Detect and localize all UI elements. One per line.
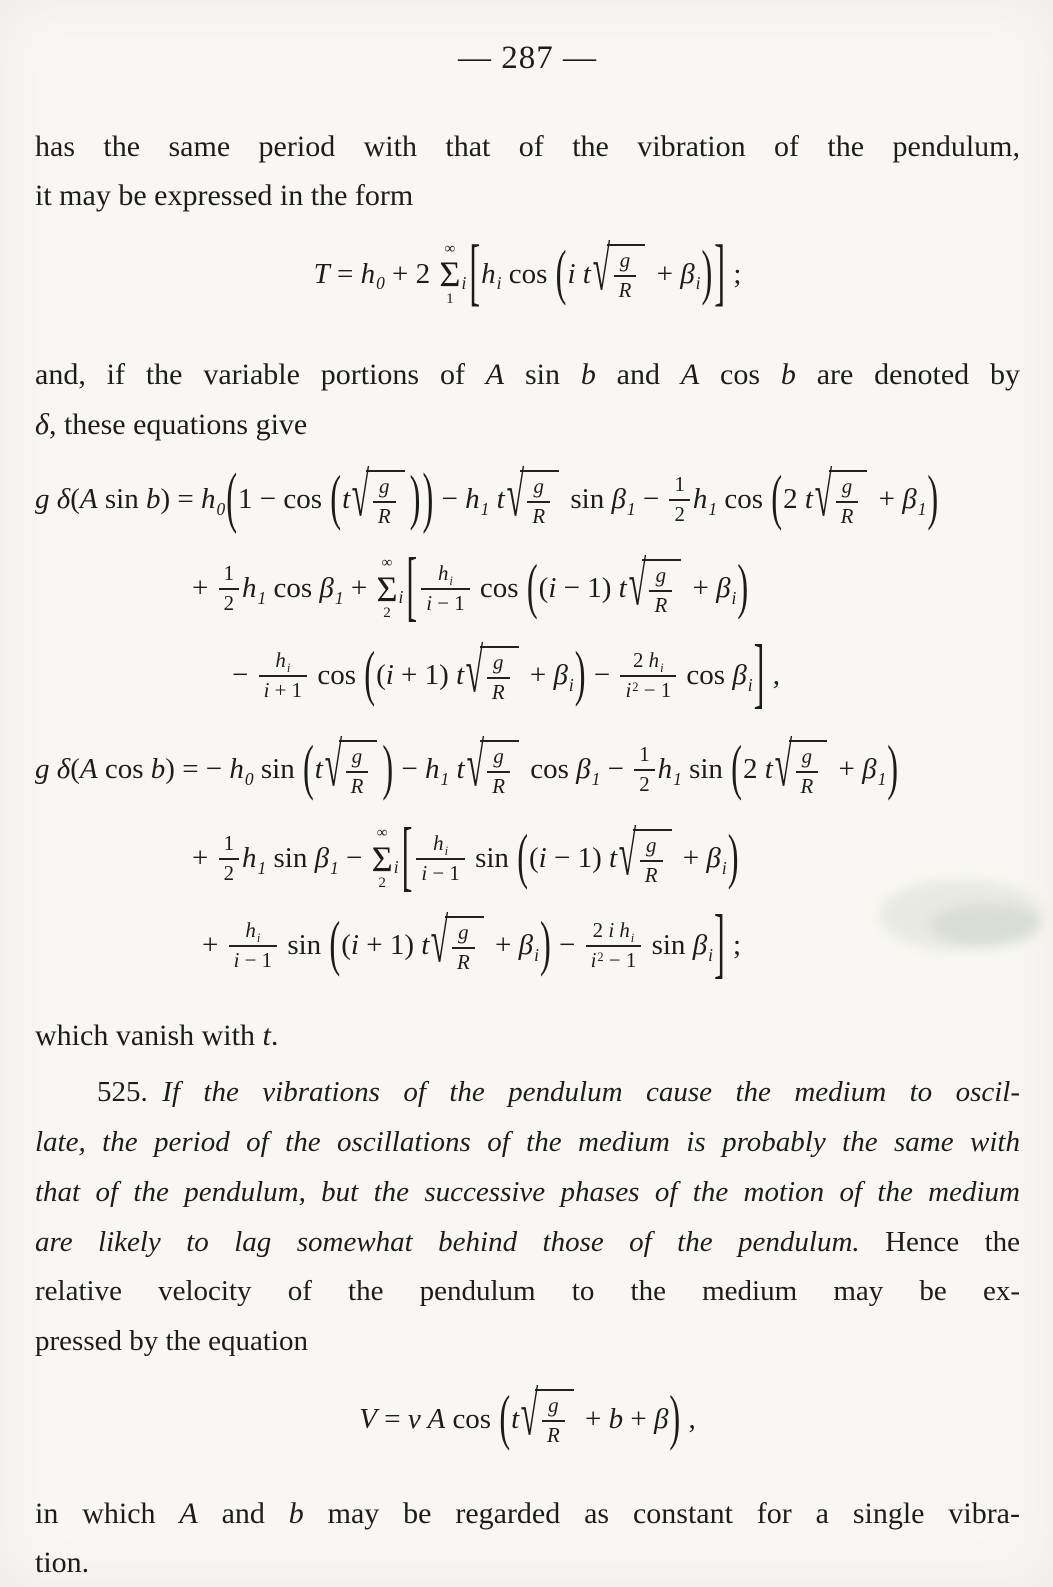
paragraph-in-which: in which A and b may be regarded as constant for a single vibra- tion.: [35, 1497, 1020, 1580]
equation-g-delta-a-cos-b-line-1: g δ ( A cos b ) = − h 0 sin ( t √ $\frac{g}{R}$ ) − h 1 t √ $\frac{g}{R}$ cos β 1 − $\frac{1}{2}$ h 1 sin ( 2 t √ $\frac{g}{R}$ + β 1 ): [35, 730, 899, 803]
paragraph-variable-portions: and, if the variable portions of A sin b and A cos b are denoted by δ, these equations give: [35, 358, 1020, 441]
equation-g-delta-a-sin-b-line-3: − $\frac{h_i}{i + 1}$ cos ( ( i + 1) t √ $\frac{g}{R}$ + β i ) − $\frac{2 h_i}{i^2 - 1}$ cos β i ] ,: [232, 631, 780, 718]
equation-g-delta-a-cos-b: [35, 725, 1020, 989]
equation-g-delta-a-cos-b-line-2: + $\frac{1}{2}$ h 1 sin β 1 − ∞ Σ 2 i [ $\frac{h_i}{i - 1}$ sin ( ( i − 1) t √ $\frac{g}{R}$ + β i ): [192, 814, 739, 901]
equation-g-delta-a-sin-b: [35, 455, 1020, 719]
page-number: — 287 —: [458, 40, 597, 76]
equation-g-delta-a-sin-b-line-1: g δ ( A sin b ) = h 0 ( 1 − cos ( t √ $\frac{g}{R}$ ) ) − h 1 t √ $\frac{g}{R}$ sin β 1 − $\frac{1}{2}$ h 1 cos ( 2 t √ $\frac{g}{R}$ + β 1 ): [35, 460, 939, 537]
equation-relative-velocity: V = v A cos ( t √ $\frac{g}{R}$ + b + β ) ,: [359, 1380, 696, 1453]
paragraph-intro: has the same period with that of the vibration of the pendulum, it may be expressed in the form: [35, 130, 1020, 213]
paragraph-525: 525. If the vibrations of the pendulum cause the medium to oscil- late, the period of the oscillations of the medium is probably the same with that of the pendulum, but the successive phases of the motion of the medium are likely to lag somewhat behind those of the pendulum. Hence the relative velocity of the pendulum to the medium may be ex- pressed by the equation: [35, 1075, 1020, 1358]
equation-g-delta-a-sin-b-line-2: + $\frac{1}{2}$ h 1 cos β 1 + ∞ Σ 2 i [ $\frac{h_i}{i - 1}$ cos ( ( i − 1) t √ $\frac{g}{R}$ + β i ): [192, 544, 749, 631]
equation-periodic-series: T = h 0 + 2 ∞ Σ 1 i [ h i cos ( i t √ $\frac{g}{R}$ + β i ) ] ;: [313, 231, 742, 315]
equation-g-delta-a-cos-b-line-3: + $\frac{h_i}{i - 1}$ sin ( ( i + 1) t √ $\frac{g}{R}$ + β i ) − $\frac{2 i h_i}{i^2 - 1}$ sin β i ] ;: [202, 901, 742, 988]
paragraph-which-vanish: which vanish with t.: [35, 1018, 279, 1052]
